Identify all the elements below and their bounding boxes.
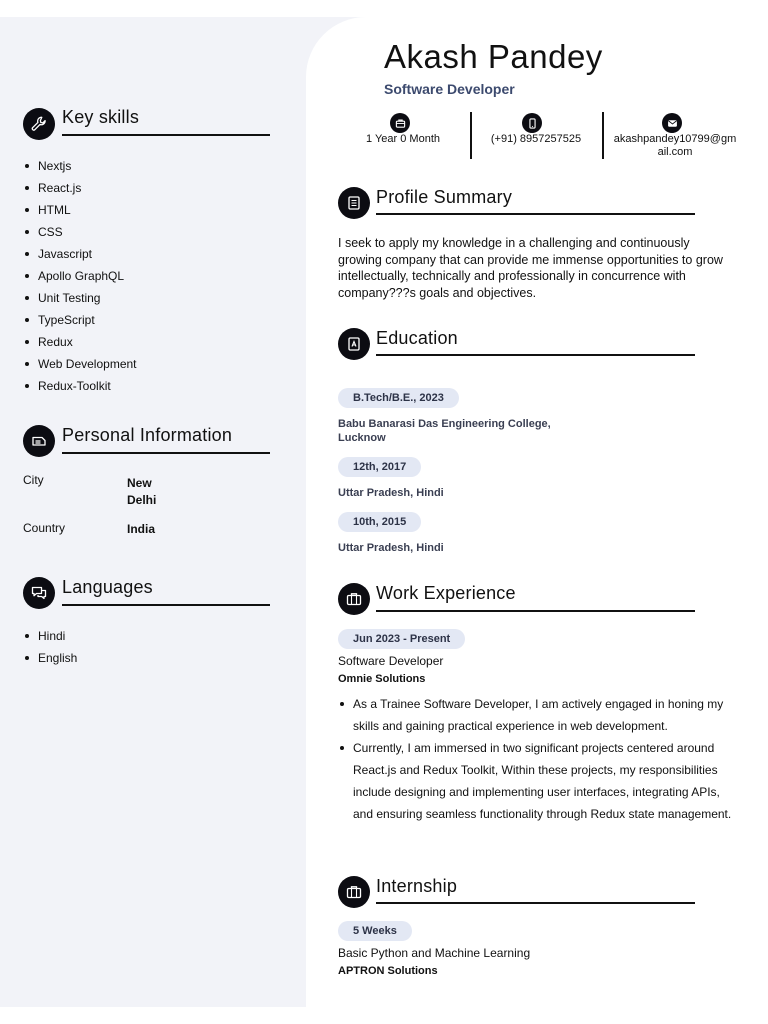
country-label: Country bbox=[23, 521, 66, 535]
languages-heading: Languages bbox=[62, 577, 153, 597]
section-divider bbox=[62, 604, 270, 606]
section-divider bbox=[376, 902, 695, 904]
list-item: As a Trainee Software Developer, I am actively engaged in honing my skills and gaining practical experience in web development. bbox=[338, 693, 740, 737]
list-item: Apollo GraphQL bbox=[23, 265, 137, 287]
education-badge: B.Tech/B.E., 2023 bbox=[338, 388, 459, 408]
section-divider bbox=[62, 452, 270, 454]
mail-icon bbox=[662, 113, 682, 133]
education-heading: Education bbox=[376, 328, 458, 348]
work-date-badge: Jun 2023 - Present bbox=[338, 629, 465, 649]
internship-role: Basic Python and Machine Learning bbox=[338, 946, 531, 960]
work-company: Omnie Solutions bbox=[338, 673, 426, 685]
contact-divider bbox=[602, 112, 604, 159]
list-item: Nextjs bbox=[23, 155, 137, 177]
list-item: Redux bbox=[23, 331, 137, 353]
list-item: Currently, I am immersed in two significant projects centered around React.js and Redux Toolkit, Within these projects, my responsibilities include designing and implementing user interfaces, integrating APIs, and ensuring seamless functionality through Redux state management. bbox=[338, 737, 740, 825]
experience-duration: 1 Year 0 Month bbox=[365, 133, 440, 145]
list-item: Web Development bbox=[23, 353, 137, 375]
id-card-icon bbox=[23, 425, 55, 457]
internship-duration-badge: 5 Weeks bbox=[338, 921, 412, 941]
education-badge: 12th, 2017 bbox=[338, 457, 421, 477]
list-item: Redux-Toolkit bbox=[23, 375, 137, 397]
city-value: New Delhi bbox=[127, 476, 157, 507]
skills-heading: Key skills bbox=[62, 107, 140, 127]
internship-heading: Internship bbox=[376, 876, 458, 896]
document-icon bbox=[338, 187, 370, 219]
work-heading: Work Experience bbox=[376, 583, 516, 603]
briefcase-icon bbox=[338, 583, 370, 615]
candidate-title: Software Developer bbox=[384, 81, 515, 97]
personal-info-heading: Personal Information bbox=[62, 425, 233, 445]
contact-divider bbox=[470, 112, 472, 159]
briefcase-icon bbox=[390, 113, 410, 133]
section-divider bbox=[376, 354, 695, 356]
list-item: CSS bbox=[23, 221, 137, 243]
list-item: React.js bbox=[23, 177, 137, 199]
summary-text: I seek to apply my knowledge in a challenging and continuously growing company that can provide me immense opportunities to grow intellectually, technically and professionally in concurrence with company???s goals and objectives. bbox=[338, 236, 723, 300]
chat-icon bbox=[23, 577, 55, 609]
city-label: City bbox=[23, 473, 44, 487]
list-item: Hindi bbox=[23, 625, 77, 647]
internship-company: APTRON Solutions bbox=[338, 965, 438, 977]
section-divider bbox=[376, 213, 695, 215]
phone-icon bbox=[522, 113, 542, 133]
list-item: Javascript bbox=[23, 243, 137, 265]
briefcase-icon bbox=[338, 876, 370, 908]
education-detail: Babu Banarasi Das Engineering College, Lucknow bbox=[338, 418, 551, 444]
languages-list bbox=[23, 625, 77, 669]
list-item: TypeScript bbox=[23, 309, 137, 331]
education-detail: Uttar Pradesh, Hindi bbox=[338, 542, 444, 554]
skills-list bbox=[23, 155, 137, 397]
education-detail: Uttar Pradesh, Hindi bbox=[338, 487, 444, 499]
certificate-icon bbox=[338, 328, 370, 360]
email-address[interactable]: akashpandey10799@gmail.com bbox=[613, 133, 737, 158]
wrench-icon bbox=[23, 108, 55, 140]
phone-number[interactable]: (+91) 8957257525 bbox=[490, 133, 582, 145]
list-item: English bbox=[23, 647, 77, 669]
candidate-name: Akash Pandey bbox=[384, 38, 603, 75]
country-value: India bbox=[127, 522, 156, 536]
work-role: Software Developer bbox=[338, 654, 444, 668]
section-divider bbox=[62, 134, 270, 136]
list-item: Unit Testing bbox=[23, 287, 137, 309]
work-bullets bbox=[338, 693, 740, 825]
list-item: HTML bbox=[23, 199, 137, 221]
section-divider bbox=[376, 610, 695, 612]
summary-heading: Profile Summary bbox=[376, 187, 513, 207]
education-badge: 10th, 2015 bbox=[338, 512, 421, 532]
